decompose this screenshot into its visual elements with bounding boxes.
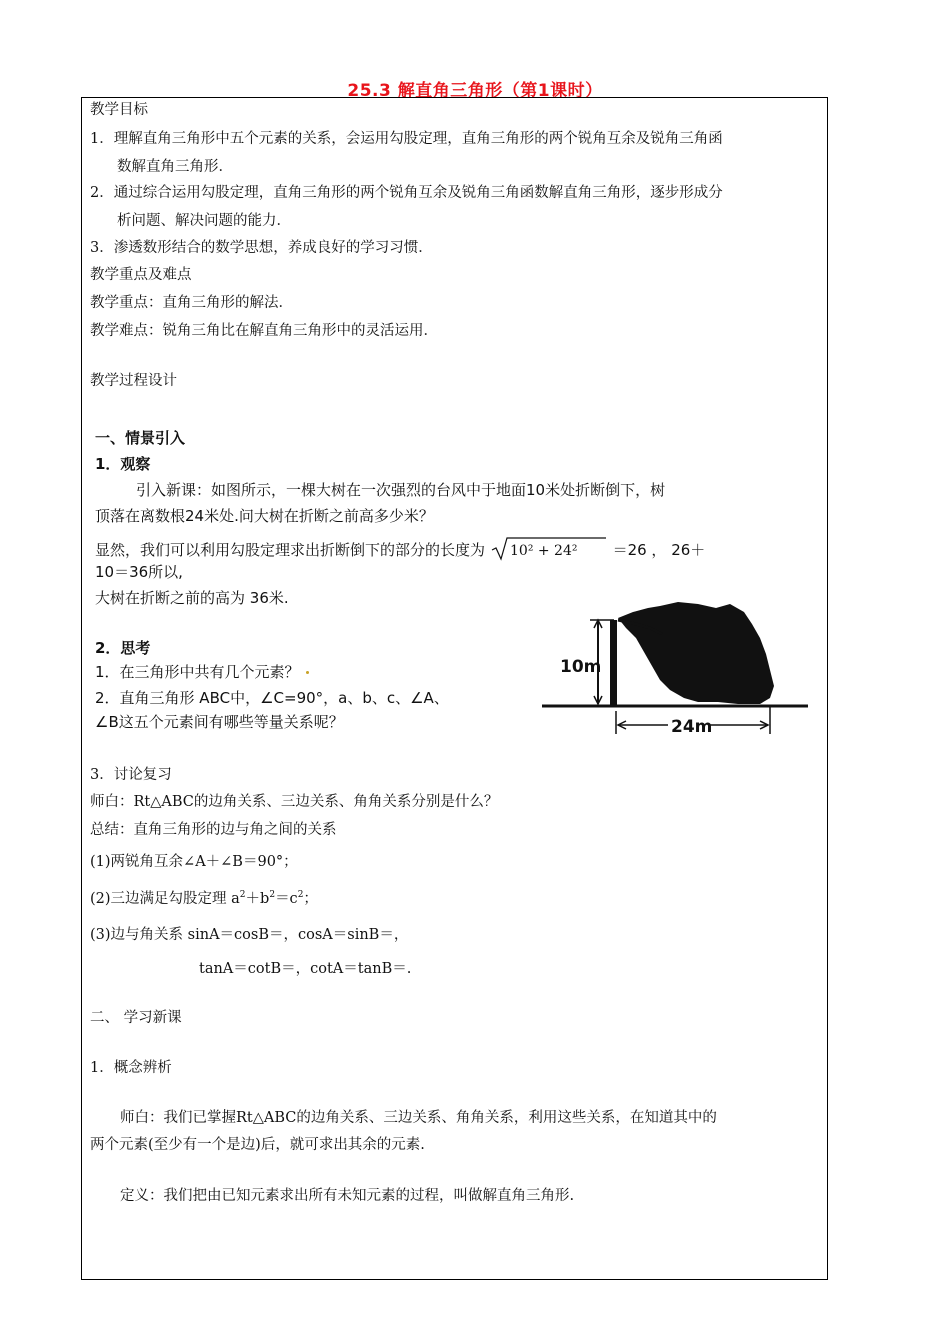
- height-label: 10m: [560, 657, 602, 677]
- base-label: 24m: [671, 717, 713, 737]
- relation-2-part-a: (2)三边满足勾股定理 a: [90, 891, 240, 907]
- sqrt-symbol: [490, 535, 608, 561]
- concept-line-1: 师白：我们已掌握Rt△ABC的边角关系、三边关系、角角关系，利用这些关系，在知道其中的: [120, 1110, 717, 1126]
- think-question-1-text: 1．在三角形中共有几个元素？: [95, 663, 300, 681]
- calc-text-before: 显然，我们可以利用勾股定理求出折断倒下的部分的长度为: [95, 541, 486, 559]
- tree-trunk: [610, 620, 617, 706]
- think-heading: 2．思考: [95, 639, 151, 657]
- summary-line: 总结：直角三角形的边与角之间的关系: [90, 822, 337, 838]
- goal-2-line-2: 析问题、解决问题的能力．: [117, 213, 291, 229]
- sqrt-expression: [490, 535, 608, 566]
- goal-1-line-2: 数解直角三角形．: [117, 159, 233, 175]
- broken-tree-figure: [538, 598, 813, 740]
- discussion-heading: 3．讨论复习: [90, 767, 172, 783]
- definition-line: 定义：我们把由已知元素求出所有未知元素的过程，叫做解直角三角形.: [120, 1188, 575, 1204]
- relation-3: (3)边与角关系 sinA＝cosB＝，cosA＝sinB＝，: [90, 927, 409, 943]
- think-question-1: [95, 662, 309, 682]
- key-heading: 教学重点及难点: [90, 267, 192, 283]
- intro-line-1: 引入新课：如图所示，一棵大树在一次强烈的台风中于地面10米处折断倒下，树: [136, 481, 666, 499]
- stray-mark: [306, 671, 309, 674]
- sqrt-radicand: 10² + 24²: [509, 543, 578, 559]
- section-1-heading: 一、情景引入: [95, 429, 186, 447]
- relation-2-part-c: ＝c: [275, 891, 298, 907]
- process-heading: 教学过程设计: [90, 373, 177, 389]
- goal-1-line-1: 1．理解直角三角形中五个元素的关系，会运用勾股定理，直角三角形的两个锐角互余及锐角三角函: [90, 131, 723, 147]
- concept-heading: 1．概念辨析: [90, 1060, 172, 1076]
- goals-heading: 教学目标: [90, 102, 148, 118]
- teacher-question: 师白：Rt△ABC的边角关系、三边关系、角角关系分别是什么？: [90, 794, 499, 810]
- relation-2: [90, 889, 318, 911]
- intro-line-2: 顶落在离数根24米处.问大树在折断之前高多少米？: [95, 507, 434, 525]
- think-question-2-line-2: ∠B这五个元素间有哪些等量关系呢？: [95, 713, 344, 731]
- relation-1: (1)两锐角互余∠A＋∠B＝90°；: [90, 854, 298, 870]
- relation-3-continued: tanA＝cotB＝，cotA＝tanB＝.: [199, 961, 412, 977]
- difficult-point: 教学难点：锐角三角比在解直角三角形中的灵活运用．: [90, 323, 438, 339]
- key-point: 教学重点：直角三角形的解法．: [90, 295, 293, 311]
- sup-c: 2: [297, 890, 304, 900]
- document-title: 25.3 解直角三角形（第1课时）: [347, 81, 603, 101]
- goal-2-line-1: 2．通过综合运用勾股定理，直角三角形的两个锐角互余及锐角三角函数解直角三角形，逐步形成分: [90, 185, 723, 201]
- concept-line-2: 两个元素(至少有一个是边)后，就可求出其余的元素.: [90, 1137, 425, 1153]
- sup-b: 2: [269, 890, 276, 900]
- observe-heading: 1．观察: [95, 455, 151, 473]
- relation-2-part-b: ＋b: [245, 891, 270, 907]
- calc-line-3: 大树在折断之前的高为 36米.: [95, 589, 289, 607]
- goal-3: 3．渗透数形结合的数学思想，养成良好的学习习惯．: [90, 240, 433, 256]
- section-2-heading: 二、 学习新课: [90, 1010, 182, 1026]
- relation-2-part-d: ；: [303, 891, 318, 907]
- sup-a: 2: [239, 890, 246, 900]
- think-question-2-line-1: 2．直角三角形 ABC中，∠C=90°，a、b、c、∠A、: [95, 689, 449, 707]
- calc-text-after: ＝26 ， 26＋: [612, 541, 706, 559]
- fallen-tree-canopy: [618, 602, 774, 704]
- calc-line-2: 10＝36所以,: [95, 563, 183, 581]
- calc-line-1: [95, 535, 705, 566]
